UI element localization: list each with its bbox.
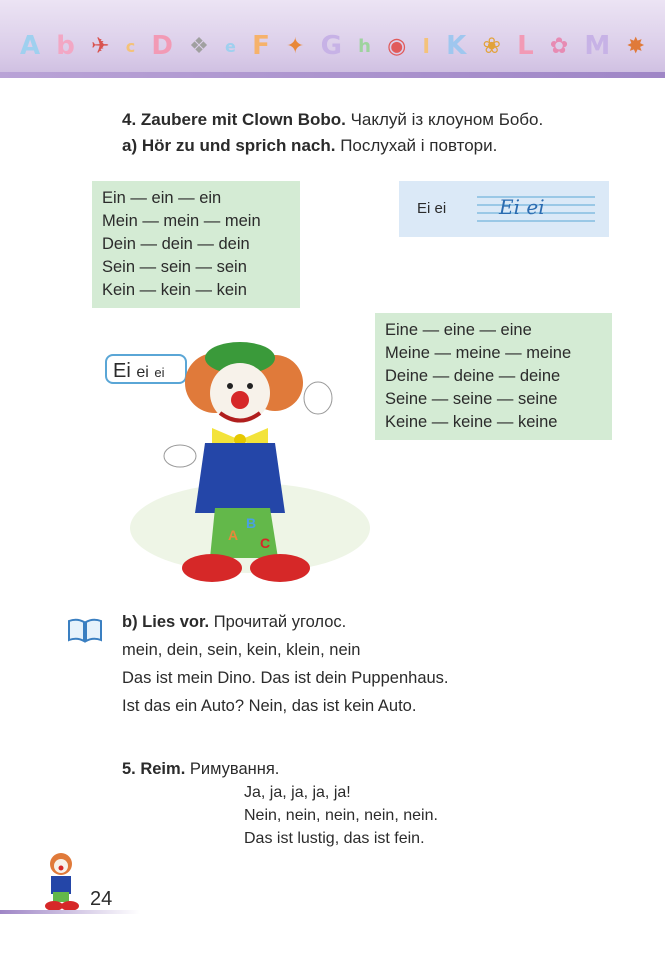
eine-word-box bbox=[375, 313, 612, 440]
letter-g: G bbox=[320, 31, 342, 61]
mini-clown-icon bbox=[34, 850, 88, 912]
flower-icon: ❀ bbox=[482, 33, 501, 59]
task4-title-ua: Чаклуй із клоуном Бобо. bbox=[350, 110, 544, 129]
reading-line: Ist das ein Auto? Nein, das ist kein Auto. bbox=[122, 697, 417, 715]
bubble-ei-small: ei bbox=[154, 365, 165, 380]
task-b-title bbox=[122, 608, 449, 636]
ein-line: Kein — kein — kein bbox=[102, 281, 247, 299]
letter-d: D bbox=[151, 31, 173, 61]
book-icon bbox=[67, 617, 103, 643]
fox-icon: ✦ bbox=[286, 33, 305, 59]
svg-text:A: A bbox=[228, 527, 239, 543]
eine-line: Eine — eine — eine bbox=[385, 321, 532, 339]
clown-bobo-illustration bbox=[120, 328, 380, 598]
eine-line: Deine — deine — deine bbox=[385, 367, 561, 385]
eine-line: Seine — seine — seine bbox=[385, 390, 558, 408]
task4a-title-ua: Послухай і повтори. bbox=[340, 136, 498, 155]
task-b-title-ua: Прочитай уголос. bbox=[213, 613, 347, 631]
task4a-title bbox=[122, 135, 497, 157]
rhyme-line: Ja, ja, ja, ja, ja! bbox=[244, 784, 351, 801]
task4-title-de: 4. Zaubere mit Clown Bobo. bbox=[122, 110, 346, 129]
svg-text:B: B bbox=[246, 515, 257, 531]
ein-line: Mein — mein — mein bbox=[102, 212, 261, 230]
ein-line: Dein — dein — dein bbox=[102, 235, 250, 253]
task5-title bbox=[122, 760, 279, 779]
eine-line: Keine — keine — keine bbox=[385, 413, 558, 431]
letter-l: L bbox=[517, 31, 534, 61]
footer-divider bbox=[0, 910, 140, 914]
header-divider bbox=[0, 72, 665, 78]
page-number: 24 bbox=[90, 888, 113, 910]
letter-b: b bbox=[56, 31, 75, 61]
task4-title bbox=[122, 109, 543, 131]
clown-figure-icon: ✸ bbox=[626, 33, 645, 59]
dog-icon: ❖ bbox=[189, 33, 209, 59]
letter-h: h bbox=[358, 35, 371, 57]
eine-line: Meine — meine — meine bbox=[385, 344, 572, 362]
reading-line: mein, dein, sein, kein, klein, nein bbox=[122, 641, 361, 659]
rhyme-line: Das ist lustig, das ist fein. bbox=[244, 830, 425, 847]
rhyme-line: Nein, nein, nein, nein, nein. bbox=[244, 807, 438, 824]
ein-word-box bbox=[92, 181, 300, 308]
letter-i: I bbox=[422, 34, 430, 58]
task-b-title-de: b) Lies vor. bbox=[122, 613, 210, 631]
letter-k: K bbox=[446, 31, 467, 61]
candy-icon: ✿ bbox=[549, 33, 569, 59]
svg-text:C: C bbox=[260, 535, 271, 551]
ball-icon: ◉ bbox=[387, 33, 407, 59]
ei-print-label: Ei ei bbox=[417, 200, 447, 217]
writing-lines bbox=[399, 181, 609, 237]
airplane-icon: ✈ bbox=[91, 33, 110, 59]
task4a-title-de: a) Hör zu und sprich nach. bbox=[122, 136, 336, 155]
letter-m: M bbox=[584, 31, 611, 61]
task-b-block bbox=[122, 608, 449, 720]
ein-line: Sein — sein — sein bbox=[102, 258, 247, 276]
bubble-ei-large: Ei bbox=[113, 360, 131, 382]
alphabet-header bbox=[0, 0, 665, 78]
ei-script-text: Ei ei bbox=[499, 195, 545, 219]
reading-line: Das ist mein Dino. Das ist dein Puppenhaus. bbox=[122, 669, 449, 687]
alphabet-strip bbox=[20, 26, 645, 66]
letter-e: e bbox=[225, 36, 236, 56]
task5-title-ua: Римування. bbox=[189, 760, 280, 778]
task5-title-de: 5. Reim. bbox=[122, 760, 186, 778]
letter-c: c bbox=[125, 36, 136, 56]
letter-f: F bbox=[252, 31, 270, 61]
bubble-ei-medium: ei bbox=[136, 364, 149, 381]
letter-a: A bbox=[20, 31, 41, 61]
ein-line: Ein — ein — ein bbox=[102, 189, 222, 207]
ei-handwriting-card bbox=[399, 181, 609, 237]
rhyme-block bbox=[244, 781, 438, 850]
